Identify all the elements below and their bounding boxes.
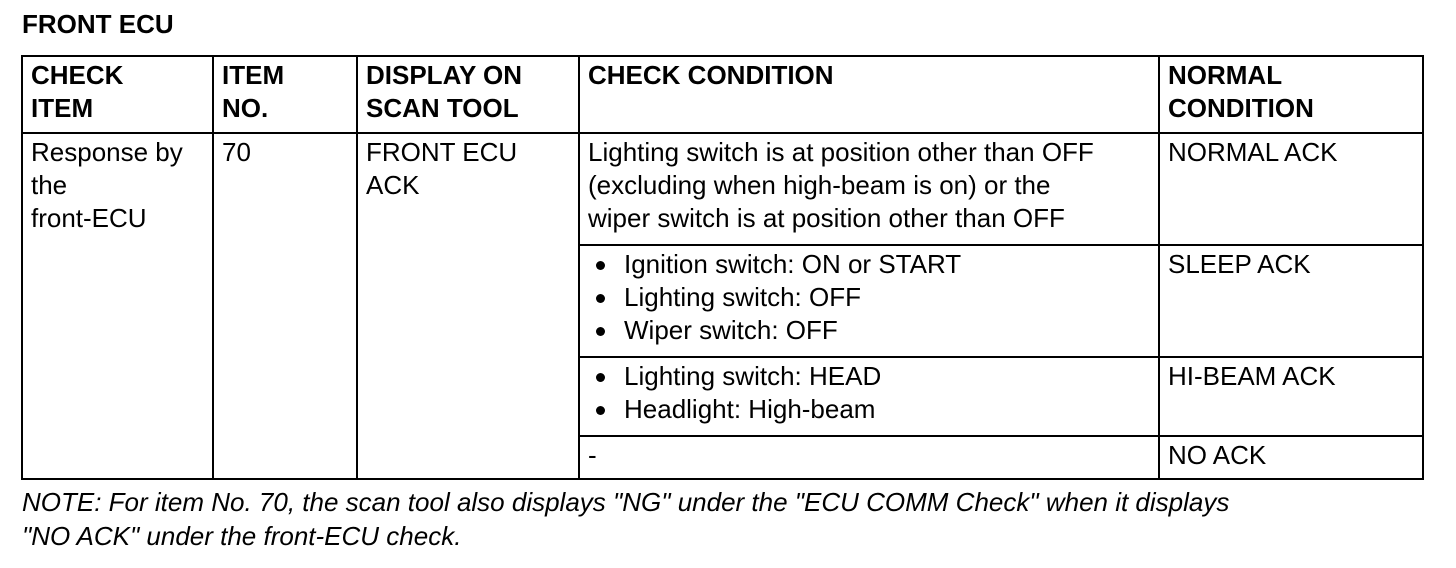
header-text: ITEM (222, 60, 285, 90)
normal-condition-text: HI-BEAM ACK (1168, 361, 1336, 391)
condition-text: Lighting switch: OFF (624, 282, 861, 312)
header-text: CHECK (31, 60, 124, 90)
header-check-condition (579, 56, 1159, 133)
condition-text: Lighting switch is at position other than OFF (588, 137, 1094, 167)
note-line: "NO ACK" under the front-ECU check. (22, 521, 462, 551)
header-text: NORMAL (1168, 60, 1283, 90)
header-text: DISPLAY ON (366, 60, 523, 90)
header-text: ITEM (31, 93, 94, 123)
note-text (22, 485, 1432, 553)
bullet-icon (596, 294, 605, 303)
display-cell (357, 133, 579, 479)
condition-list (588, 360, 1150, 426)
condition-text: - (588, 440, 597, 470)
normal-condition-cell (1159, 133, 1423, 245)
table-header-row (22, 56, 1423, 133)
front-ecu-table (21, 55, 1424, 480)
normal-condition-text: NO ACK (1168, 440, 1267, 470)
bullet-icon (596, 373, 605, 382)
normal-condition-text: SLEEP ACK (1168, 249, 1311, 279)
check-condition-cell (579, 245, 1159, 357)
condition-text: Headlight: High-beam (624, 394, 876, 424)
header-check-item (22, 56, 213, 133)
list-item (588, 393, 1150, 426)
normal-condition-cell (1159, 245, 1423, 357)
check-item-cell (22, 133, 213, 479)
check-item-text: Response by (31, 137, 183, 167)
check-condition-cell (579, 436, 1159, 479)
bullet-icon (596, 406, 605, 415)
check-condition-cell (579, 357, 1159, 436)
normal-condition-cell (1159, 436, 1423, 479)
page-title: FRONT ECU (22, 9, 174, 39)
list-item (588, 281, 1150, 314)
normal-condition-text: NORMAL ACK (1168, 137, 1338, 167)
header-text: SCAN TOOL (366, 93, 519, 123)
header-text: CONDITION (1168, 93, 1314, 123)
note-line: NOTE: For item No. 70, the scan tool also displays "NG" under the "ECU COMM Check" when it displays (22, 487, 1230, 517)
condition-text: Lighting switch: HEAD (624, 361, 882, 391)
check-item-text: front-ECU (31, 203, 147, 233)
check-condition-cell (579, 133, 1159, 245)
item-no-text: 70 (222, 137, 251, 167)
header-normal-condition (1159, 56, 1423, 133)
item-no-cell (213, 133, 357, 479)
normal-condition-cell (1159, 357, 1423, 436)
header-display-on-scan-tool (357, 56, 579, 133)
condition-text: (excluding when high-beam is on) or the (588, 170, 1051, 200)
header-text: CHECK CONDITION (588, 60, 834, 90)
condition-text: Wiper switch: OFF (624, 315, 838, 345)
condition-text: Ignition switch: ON or START (624, 249, 962, 279)
condition-list (588, 248, 1150, 347)
display-text: ACK (366, 170, 420, 200)
condition-text: wiper switch is at position other than OFF (588, 203, 1065, 233)
list-item (588, 248, 1150, 281)
table-row (22, 133, 1423, 245)
list-item (588, 314, 1150, 347)
list-item (588, 360, 1150, 393)
header-item-no (213, 56, 357, 133)
header-text: NO. (222, 93, 269, 123)
bullet-icon (596, 327, 605, 336)
check-item-text: the (31, 170, 68, 200)
display-text: FRONT ECU (366, 137, 518, 167)
bullet-icon (596, 261, 605, 270)
